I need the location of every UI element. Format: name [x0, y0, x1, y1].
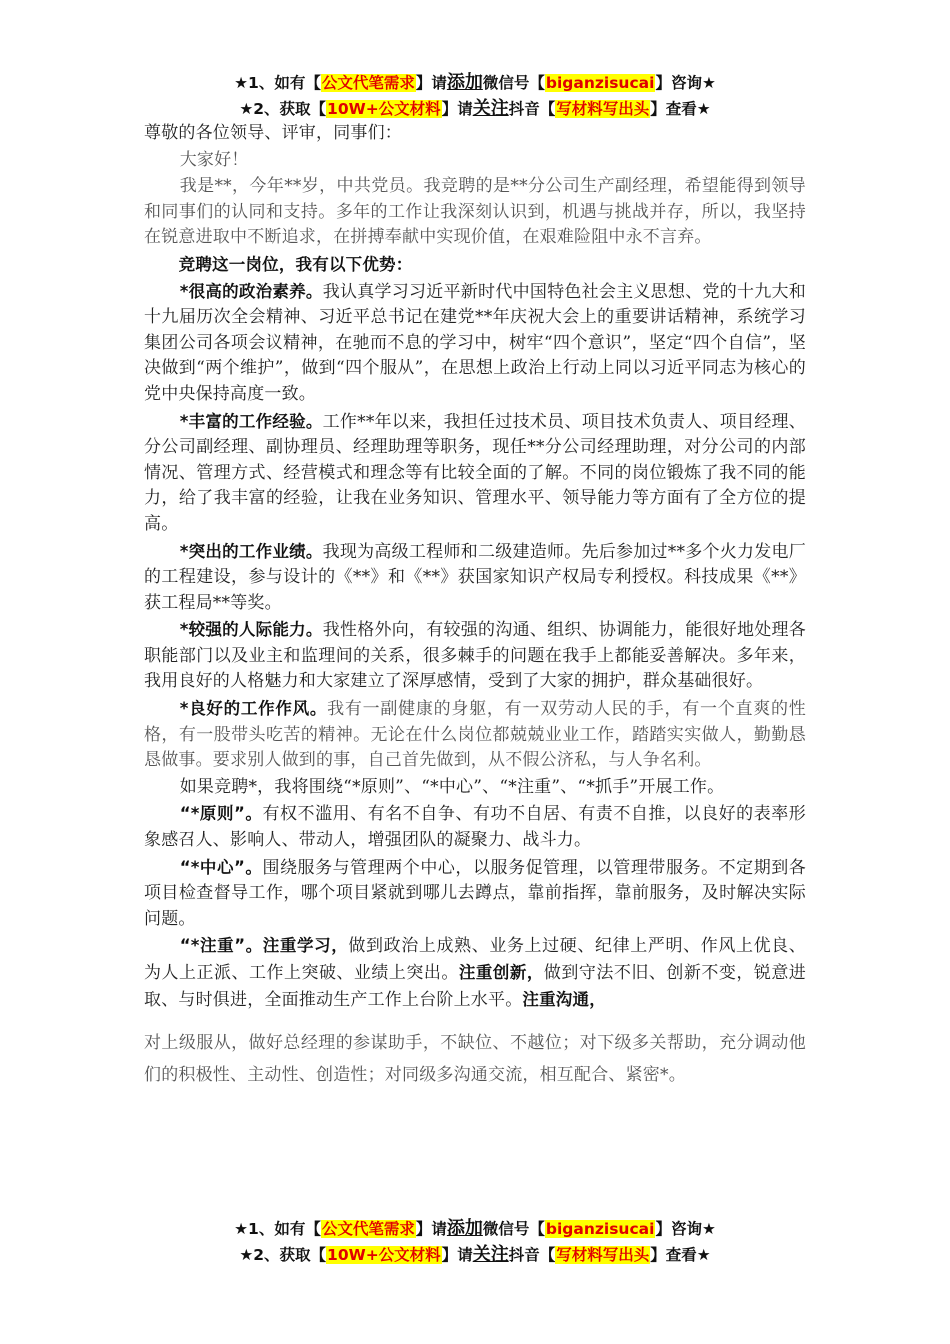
- plan-paragraph-continued: 对上级服从，做好总经理的参谋助手，不缺位、不越位；对下级多关帮助，充分调动他们的积极性、主动性、创造性；对同级多沟通交流，相互配合、紧密*。: [144, 1033, 806, 1086]
- douyin-account: 写材料写出头: [556, 1246, 650, 1264]
- wechat-id: biganzisucai: [545, 74, 655, 92]
- plan-paragraph: “*中心”。围绕服务与管理两个中心，以服务促管理，以管理带服务。不定期到各项目检查督导工作，哪个项目紧就到哪儿去蹲点，靠前指挥，靠前服务，及时解决实际问题。: [144, 857, 806, 929]
- salutation: 尊敬的各位领导、评审，同事们：: [144, 123, 402, 143]
- wechat-id: biganzisucai: [545, 1220, 655, 1238]
- plan-paragraph: “*注重”。注重学习，做到政治上成熟、业务上过硬、纪律上严明、作风上优良、为人上正派、工作上突破、业绩上突出。注重创新，做到守法不旧、创新不变，锐意进取、与时俱进，全面推动生产工作上台阶上水平。注重沟通，: [144, 936, 807, 1010]
- bottom-banner: [0, 1216, 950, 1268]
- advantage-paragraph: *较强的人际能力。我性格外向，有较强的沟通、组织、协调能力，能很好地处理各职能部门以及业主和监理间的关系，很多棘手的问题在我手上都能妥善解决。多年来，我用良好的人格魅力和大家建立了深厚感情，受到了大家的拥护，群众基础很好。: [144, 620, 806, 692]
- advantage-paragraph: *丰富的工作经验。工作**年以来，我担任过技术员、项目技术负责人、项目经理、分公司副经理、副协理员、经理助理等职务，现任**分公司经理助理，对分公司的内部情况、管理方式、经营模式和理念等有比较全面的了解。不同的岗位锻炼了我不同的能力，给了我丰富的经验，让我在业务知识、管理水平、领导能力等方面有了全方位的提高。: [144, 411, 806, 534]
- banner-line-1: ★1、如有【公文代笔需求】请添加微信号【biganzisucai】咨询★: [234, 1218, 716, 1239]
- plan-intro: 如果竞聘*，我将围绕“*原则”、“*中心”、“*注重”、“*抓手”开展工作。: [179, 776, 725, 797]
- plan-paragraph: “*原则”。有权不滥用、有名不自争、有功不自居、有责不自推，以良好的表率形象感召人、影响人、带动人，增强团队的凝聚力、战斗力。: [144, 804, 806, 851]
- douyin-account: 写材料写出头: [556, 100, 650, 118]
- materials-highlight: 10W+公文材料: [327, 1246, 441, 1264]
- advantages-heading: 竞聘这一岗位，我有以下优势：: [178, 254, 413, 274]
- banner-line-2: ★2、获取【10W+公文材料】请关注抖音【写材料写出头】查看★: [239, 1244, 711, 1265]
- advantage-paragraph: *突出的工作业绩。我现为高级工程师和二级建造师。先后参加过**多个火力发电厂的工程建设，参与设计的《**》和《**》获国家知识产权局专利授权。科技成果《**》获工程局**等奖。: [144, 541, 806, 613]
- intro-paragraph: 我是**，今年**岁，中共党员。我竞聘的是**分公司生产副经理，希望能得到领导和同事们的认同和支持。多年的工作让我深刻认识到，机遇与挑战并存，所以，我坚持在锐意进取中不断追求，在拼搏奉献中实现价值，在艰难险阻中永不言弃。: [144, 176, 806, 248]
- top-banner: [0, 70, 950, 122]
- banner-line-1: ★1、如有【公文代笔需求】请添加微信号【biganzisucai】咨询★: [234, 72, 716, 93]
- greeting: 大家好！: [179, 149, 249, 170]
- banner-line-2: ★2、获取【10W+公文材料】请关注抖音【写材料写出头】查看★: [239, 98, 711, 119]
- speech-body: [144, 121, 806, 1092]
- advantage-paragraph: *良好的工作作风。我有一副健康的身躯，有一双劳动人民的手，有一个直爽的性格，有一股带头吃苦的精神。无论在什么岗位都兢兢业业工作，踏踏实实做人，勤勤恳恳做事。要求别人做到的事，自己首先做到，从不假公济私，与人争名利。: [144, 699, 806, 771]
- service-highlight: 公文代笔需求: [321, 74, 415, 92]
- materials-highlight: 10W+公文材料: [327, 100, 441, 118]
- service-highlight: 公文代笔需求: [321, 1220, 415, 1238]
- advantage-paragraph: *很高的政治素养。我认真学习习近平新时代中国特色社会主义思想、党的十九大和十九届历次全会精神、习近平总书记在建党**年庆祝大会上的重要讲话精神，系统学习集团公司各项会议精神，在驰而不息的学习中，树牢“四个意识”，坚定“四个自信”，坚决做到“两个维护”，做到“四个服从”，在思想上政治上行动上同以习近平同志为核心的党中央保持高度一致。: [144, 281, 806, 404]
